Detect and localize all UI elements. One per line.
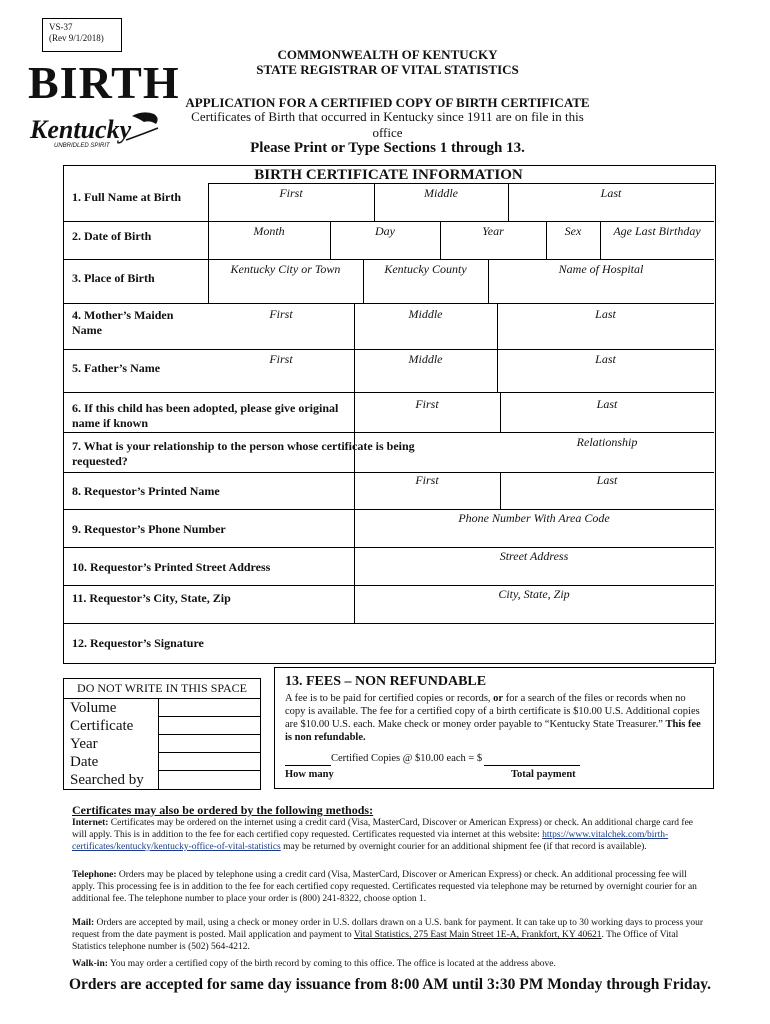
total-payment-input[interactable]: [484, 752, 580, 766]
form-revision: (Rev 9/1/2018): [49, 33, 104, 43]
mother-last-input[interactable]: [499, 324, 712, 348]
sub-last: Last: [595, 352, 616, 366]
label-signature: 12. Requestor’s Signature: [72, 636, 204, 650]
sub-phone: Phone Number With Area Code: [458, 511, 610, 525]
office-row-volume: Volume: [64, 699, 260, 717]
office-row-date: Date: [64, 753, 260, 771]
sub-middle: Middle: [408, 352, 443, 366]
dob-year-input[interactable]: [442, 240, 544, 258]
header-line-2: STATE REGISTRAR OF VITAL STATISTICS: [256, 62, 519, 77]
mail-paragraph: Mail: Orders are accepted by mail, using a check or money order in U.S. dollars drawn on a U.S. bank for payment. It can take up to 30 working days to process your request from the date payment is posted. Mail application and payment to Vital Statistics, 275 East Main Street 1E-A, Frankfort, KY 40621. The Office of Vital Statistics telephone number is (502) 564-4212.: [72, 918, 704, 952]
full-name-first-input[interactable]: [210, 200, 372, 220]
requestor-last-input[interactable]: [502, 489, 712, 508]
requestor-first-input[interactable]: [356, 489, 498, 508]
dob-day-input[interactable]: [332, 240, 438, 258]
father-middle-input[interactable]: [356, 368, 495, 391]
label-phone: 9. Requestor’s Phone Number: [72, 522, 226, 536]
sub-first: First: [415, 473, 439, 487]
label-city-state-zip: 11. Requestor’s City, State, Zip: [72, 591, 231, 605]
label-adopted-name: 6. If this child has been adopted, please give original name if known: [72, 401, 339, 430]
sub-age: Age Last Birthday: [613, 224, 701, 238]
sub-first: First: [415, 397, 439, 411]
office-row-searched-by: Searched by: [64, 771, 260, 789]
header-line-4: Certificates of Birth that occurred in Kentucky since 1911 are on file in this office: [191, 109, 584, 140]
sub-county: Kentucky County: [384, 262, 467, 276]
form-id: VS-37: [49, 22, 73, 32]
mother-first-input[interactable]: [210, 324, 352, 348]
full-name-middle-input[interactable]: [376, 200, 506, 220]
sub-hospital: Name of Hospital: [558, 262, 644, 276]
logo-tagline: UNBRIDLED SPIRIT: [54, 143, 110, 149]
label-full-name: 1. Full Name at Birth: [72, 190, 181, 204]
fees-title: 13. FEES – NON REFUNDABLE: [285, 674, 487, 689]
adopted-first-input[interactable]: [356, 412, 498, 431]
city-state-zip-input[interactable]: [356, 603, 712, 622]
fees-calc-line: Certified Copies @ $10.00 each = $: [285, 752, 703, 766]
full-name-last-input[interactable]: [510, 200, 712, 220]
logo-text: Kentucky: [30, 115, 132, 144]
internet-paragraph: Internet: Certificates may be ordered on the internet using a credit card (Visa, MasterCard, Discover or American Express) or check. An additional charge card fee will apply. This is in addition to the fee for each certified copy requested. Certificates requested via internet at this website: https://www.vitalchek.com/birth-certificates/kentucky/kentucky-office-of-vital-statistics may be returned by overnight courier for an additional shipment fee (if that record is available).: [72, 818, 693, 852]
mother-middle-input[interactable]: [356, 324, 495, 348]
sub-middle: Middle: [408, 307, 443, 321]
telephone-paragraph: Telephone: Orders may be placed by telephone using a credit card (Visa, MasterCard, Discover or American Express) or check. An additional processing fee will apply. This processing fee is in addition to the fee for each certified copy requested. Certificates requested via telephone may be returned by overnight courier for an additional fee. The telephone number to place your order is (800) 241-8322, choose option 1.: [72, 870, 697, 904]
sub-street: Street Address: [499, 549, 569, 563]
form-id-box: [42, 18, 122, 52]
hospital-input[interactable]: [490, 280, 712, 302]
office-row-certificate: Certificate: [64, 717, 260, 735]
father-first-input[interactable]: [210, 368, 352, 391]
label-mother-maiden-name: 4. Mother’s Maiden Name: [72, 308, 174, 337]
document-title: BIRTH: [28, 57, 180, 108]
father-last-input[interactable]: [499, 368, 712, 391]
age-input[interactable]: [602, 240, 712, 258]
sub-month: Month: [253, 224, 285, 238]
label-requestor-name: 8. Requestor’s Printed Name: [72, 484, 220, 498]
office-use-title: DO NOT WRITE IN THIS SPACE: [64, 679, 260, 699]
label-date-of-birth: 2. Date of Birth: [72, 229, 152, 243]
fees-box: [274, 667, 714, 789]
office-row-year: Year: [64, 735, 260, 753]
kentucky-logo: [28, 110, 163, 150]
methods-heading: Certificates may also be ordered by the following methods:: [72, 803, 374, 817]
copies-count-input[interactable]: [285, 752, 331, 766]
sub-middle: Middle: [424, 186, 458, 200]
birth-city-input[interactable]: [210, 280, 361, 302]
office-use-box: [63, 678, 261, 790]
vitalchek-link[interactable]: https://www.vitalchek.com/birth-certificates/kentucky/kentucky-office-of-vital-statistics: [72, 830, 669, 852]
sub-last: Last: [596, 397, 618, 411]
dob-month-input[interactable]: [210, 240, 328, 258]
footer-hours: Orders are accepted for same day issuance from 8:00 AM until 3:30 PM Monday through Friday.: [68, 976, 712, 993]
adopted-last-input[interactable]: [502, 412, 712, 431]
sub-first: First: [269, 307, 293, 321]
fees-text: A fee is to be paid for certified copies or records, or for a search of the files or records when no copy is available. The fee for a certified copy of a birth certificate is $10.00 U.S. Additional copies are $10.00 U.S. each. Make check or money order payable to “Kentucky State Treasurer.” This fee is non refundable.: [285, 693, 701, 743]
sub-last: Last: [600, 186, 622, 200]
sub-year: Year: [482, 224, 504, 238]
sub-day: Day: [375, 224, 395, 238]
walkin-paragraph: Walk-in: You may order a certified copy of the birth record by coming to this office. The office is located at the address above.: [72, 959, 556, 969]
birth-county-input[interactable]: [365, 280, 486, 302]
section-title: BIRTH CERTIFICATE INFORMATION: [254, 167, 523, 183]
mail-address: Vital Statistics, 275 East Main Street 1E-A, Frankfort, KY 40621: [353, 930, 602, 940]
label-street-address: 10. Requestor’s Printed Street Address: [72, 560, 271, 574]
sub-first: First: [269, 352, 293, 366]
sub-sex: Sex: [564, 224, 582, 238]
header-line-1: COMMONWEALTH OF KENTUCKY: [277, 47, 498, 62]
street-input[interactable]: [356, 565, 712, 584]
instruction: Please Print or Type Sections 1 through 13.: [250, 140, 525, 156]
header-line-3: APPLICATION FOR A CERTIFIED COPY OF BIRTH CERTIFICATE: [185, 95, 590, 110]
phone-input[interactable]: [356, 527, 712, 546]
sub-relationship: Relationship: [576, 435, 638, 449]
sub-last: Last: [596, 473, 618, 487]
sub-last: Last: [595, 307, 616, 321]
label-relationship: 7. What is your relationship to the person whose certificate is being requested?: [72, 439, 415, 468]
signature-input[interactable]: [240, 626, 712, 660]
sex-input[interactable]: [548, 240, 598, 258]
label-place-of-birth: 3. Place of Birth: [72, 271, 155, 285]
label-father-name: 5. Father’s Name: [72, 361, 161, 375]
relationship-input[interactable]: [356, 450, 712, 471]
fees-labels: How many Total payment: [285, 769, 576, 780]
sub-first: First: [279, 186, 303, 200]
sub-city-state-zip: City, State, Zip: [498, 587, 570, 601]
sub-city: Kentucky City or Town: [230, 262, 341, 276]
